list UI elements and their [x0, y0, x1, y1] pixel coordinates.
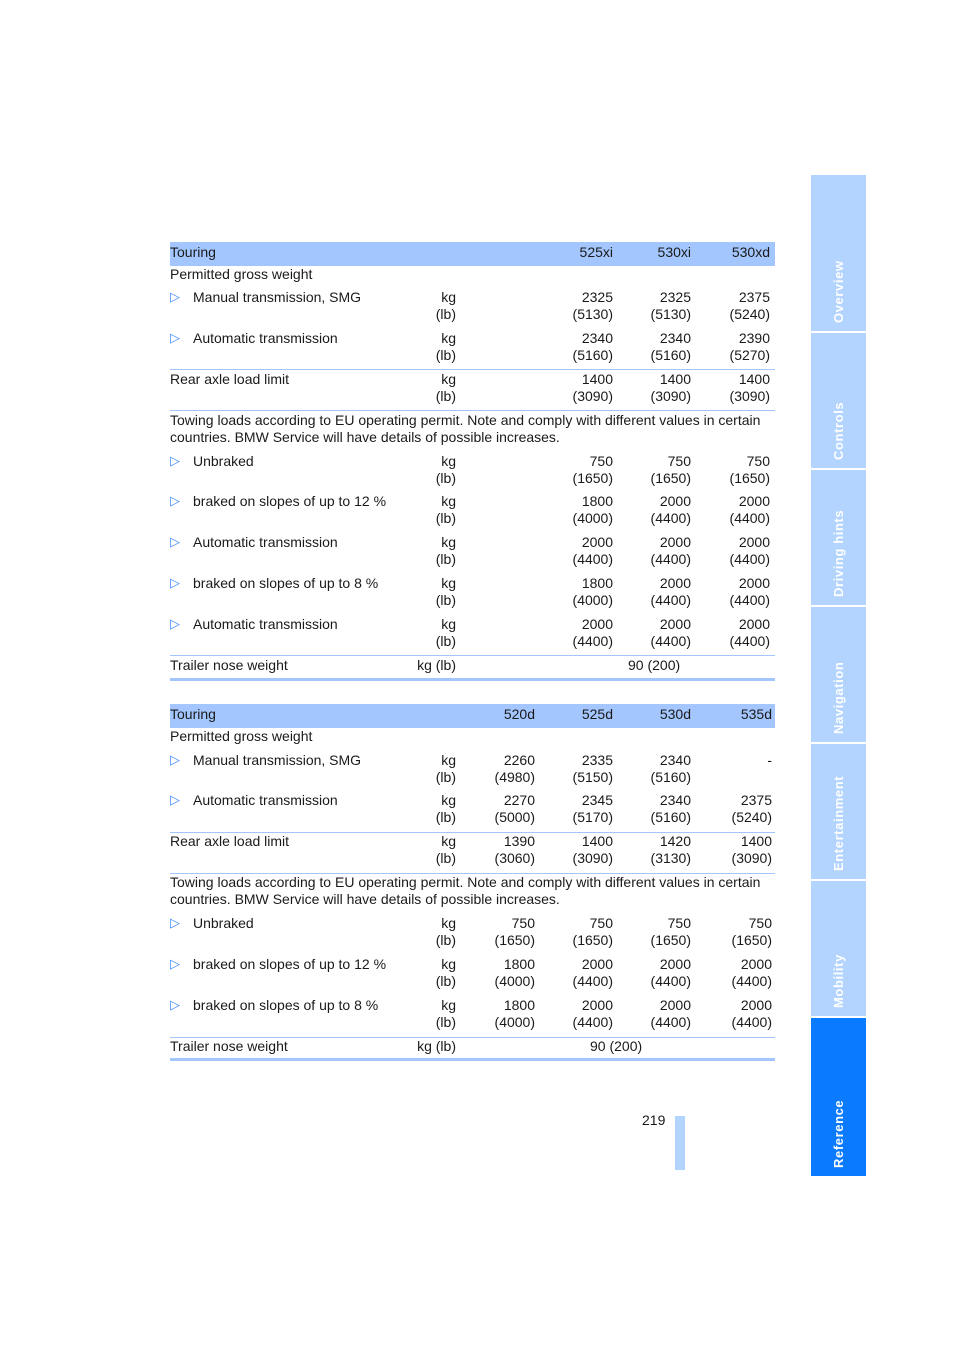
side-navigation: [811, 175, 866, 1176]
unit-lb: (lb): [435, 470, 456, 486]
value-kg: 750: [748, 915, 772, 931]
value-kg: 2325: [581, 289, 613, 305]
value-kg: 750: [589, 453, 613, 469]
value-lb: (4400): [572, 633, 613, 649]
tab-mobility-label: Mobility: [830, 954, 846, 1008]
row-divider: [170, 655, 775, 656]
table-bottom-rule: [170, 1058, 775, 1061]
table-row: [170, 289, 775, 325]
unit-lb: (lb): [435, 932, 456, 948]
table-row: [170, 616, 775, 652]
spec-table-2: [170, 704, 775, 1054]
value-lb: (5170): [572, 809, 613, 825]
value-lb: (1650): [650, 470, 691, 486]
tab-driving-hints[interactable]: [811, 470, 866, 607]
table-row: [170, 997, 775, 1033]
value-kg: 2345: [581, 792, 613, 808]
tab-navigation[interactable]: [811, 607, 866, 744]
table-bottom-rule: [170, 678, 775, 681]
value-lb: (4000): [494, 973, 535, 989]
unit-kg: kg: [441, 371, 456, 387]
value-lb: (1650): [494, 932, 535, 948]
row-label: Unbraked: [193, 453, 254, 469]
triangle-right-icon: ▷: [170, 575, 180, 590]
unit-lb: (lb): [435, 809, 456, 825]
row-divider: [170, 369, 775, 370]
unit-kg-lb: kg (lb): [417, 1038, 456, 1054]
value-lb: (5130): [650, 306, 691, 322]
value-lb: (5160): [650, 809, 691, 825]
value-lb: (4400): [572, 1014, 613, 1030]
towing-note: Towing loads according to EU operating permit. Note and comply with different values in certain countries. BMW Service will have details of possible increases.: [170, 412, 761, 445]
value-lb: (4000): [572, 510, 613, 526]
tab-controls[interactable]: [811, 333, 866, 470]
unit-lb: (lb): [435, 973, 456, 989]
value-lb: (1650): [729, 470, 770, 486]
tab-overview-label: Overview: [830, 260, 846, 323]
row-label: Trailer nose weight: [170, 657, 288, 673]
value-kg: 750: [667, 453, 691, 469]
row-label: Manual transmission, SMG: [193, 289, 362, 305]
table-row: [170, 792, 775, 828]
value-lb: (3090): [650, 388, 691, 404]
value-kg: 2000: [659, 997, 691, 1013]
triangle-right-icon: ▷: [170, 752, 180, 767]
table-row: [170, 534, 775, 570]
unit-kg-lb: kg (lb): [417, 657, 456, 673]
triangle-right-icon: ▷: [170, 493, 180, 508]
row-label: braked on slopes of up to 12 %: [193, 493, 387, 509]
triangle-right-icon: ▷: [170, 616, 180, 631]
table-row: [170, 915, 775, 951]
value-lb: (4400): [572, 973, 613, 989]
value-kg: 2000: [581, 997, 613, 1013]
value-lb: (3090): [572, 850, 613, 866]
value-kg: 2000: [659, 956, 691, 972]
tab-entertainment[interactable]: [811, 744, 866, 881]
unit-kg: kg: [441, 915, 456, 931]
table-row: [170, 453, 775, 489]
value-lb: (4400): [731, 973, 772, 989]
unit-kg: kg: [441, 997, 456, 1013]
page-marker-bar: [675, 1116, 685, 1170]
row-label: braked on slopes of up to 8 %: [193, 997, 379, 1013]
value-lb: (5130): [572, 306, 613, 322]
column-header: 520d: [503, 706, 535, 722]
row-label: Manual transmission, SMG: [193, 752, 362, 768]
column-header: 530d: [659, 706, 691, 722]
unit-lb: (lb): [435, 551, 456, 567]
value-kg: 2000: [659, 534, 691, 550]
value-lb: (5160): [650, 347, 691, 363]
value-kg: -: [767, 752, 772, 768]
value-lb: (3130): [650, 850, 691, 866]
value-kg: 1390: [503, 833, 535, 849]
value-kg: 2000: [581, 534, 613, 550]
value-kg: 1800: [503, 997, 535, 1013]
column-header: 535d: [740, 706, 772, 722]
value-kg: 1400: [581, 833, 613, 849]
value-lb: (4400): [650, 1014, 691, 1030]
value-kg: 1800: [503, 956, 535, 972]
unit-kg: kg: [441, 616, 456, 632]
row-label: Rear axle load limit: [170, 833, 290, 849]
value-lb: (3090): [572, 388, 613, 404]
value-kg: 2390: [738, 330, 770, 346]
unit-kg: kg: [441, 453, 456, 469]
value-kg: 2000: [738, 534, 770, 550]
value-lb: (4400): [729, 633, 770, 649]
table-row: [170, 1038, 775, 1058]
unit-lb: (lb): [435, 510, 456, 526]
value-kg: 1400: [738, 371, 770, 387]
table-header: [170, 242, 775, 266]
value-kg: 2000: [740, 997, 772, 1013]
value-lb: (4400): [650, 592, 691, 608]
value-kg: 2000: [581, 616, 613, 632]
value-lb: (3090): [729, 388, 770, 404]
value-lb: (5240): [731, 809, 772, 825]
table-title: Touring: [170, 244, 216, 260]
table-header: [170, 704, 775, 728]
table-row: [170, 493, 775, 529]
unit-lb: (lb): [435, 306, 456, 322]
value-kg: 2000: [740, 956, 772, 972]
value-lb: (3090): [731, 850, 772, 866]
value-lb: (4400): [650, 551, 691, 567]
value-lb: (5270): [729, 347, 770, 363]
value-kg: 750: [746, 453, 770, 469]
unit-kg: kg: [441, 792, 456, 808]
value-kg: 1400: [581, 371, 613, 387]
tab-entertainment-label: Entertainment: [830, 775, 846, 871]
row-label: braked on slopes of up to 8 %: [193, 575, 379, 591]
value-kg: 1400: [659, 371, 691, 387]
row-label: braked on slopes of up to 12 %: [193, 956, 387, 972]
unit-lb: (lb): [435, 388, 456, 404]
table-row: [170, 956, 775, 992]
table-row: [170, 371, 775, 407]
value-kg: 2000: [659, 575, 691, 591]
unit-kg: kg: [441, 289, 456, 305]
unit-lb: (lb): [435, 769, 456, 785]
triangle-right-icon: ▷: [170, 997, 180, 1012]
tab-controls-label: Controls: [830, 401, 846, 460]
value-lb: (1650): [731, 932, 772, 948]
table-row: [170, 330, 775, 366]
value-lb: (4400): [729, 510, 770, 526]
spec-table-1: [170, 242, 775, 673]
value-kg: 2375: [740, 792, 772, 808]
row-label: Rear axle load limit: [170, 371, 290, 387]
unit-lb: (lb): [435, 1014, 456, 1030]
triangle-right-icon: ▷: [170, 330, 180, 345]
triangle-right-icon: ▷: [170, 289, 180, 304]
column-header: 525d: [581, 706, 613, 722]
value-kg: 750: [667, 915, 691, 931]
value-lb: (4400): [729, 551, 770, 567]
tab-reference[interactable]: [811, 1018, 866, 1176]
tab-reference-label: Reference: [830, 1099, 846, 1168]
unit-kg: kg: [441, 493, 456, 509]
row-label: Automatic transmission: [193, 792, 338, 808]
value-kg: 2340: [659, 752, 691, 768]
row-label: Automatic transmission: [193, 330, 338, 346]
value-lb: (4400): [650, 510, 691, 526]
row-label: Unbraked: [193, 915, 254, 931]
unit-kg: kg: [441, 534, 456, 550]
triangle-right-icon: ▷: [170, 453, 180, 468]
row-label: Automatic transmission: [193, 534, 338, 550]
unit-kg: kg: [441, 833, 456, 849]
triangle-right-icon: ▷: [170, 915, 180, 930]
value-kg: 2340: [659, 330, 691, 346]
row-label: Automatic transmission: [193, 616, 338, 632]
unit-lb: (lb): [435, 592, 456, 608]
value-kg: 2000: [738, 616, 770, 632]
triangle-right-icon: ▷: [170, 792, 180, 807]
page-number: 219: [642, 1112, 666, 1128]
value-lb: (4000): [572, 592, 613, 608]
row-divider: [170, 410, 775, 411]
value-kg: 2000: [738, 493, 770, 509]
table-row: [170, 575, 775, 611]
value-kg: 2335: [581, 752, 613, 768]
table-row: [170, 833, 775, 869]
value-kg: 2000: [659, 616, 691, 632]
triangle-right-icon: ▷: [170, 956, 180, 971]
column-header: 525xi: [579, 244, 613, 260]
unit-kg: kg: [441, 575, 456, 591]
tab-driving-hints-label: Driving hints: [830, 509, 846, 597]
column-header: 530xd: [731, 244, 770, 260]
value-lb: (4400): [729, 592, 770, 608]
value-lb: (5160): [572, 347, 613, 363]
row-label: Trailer nose weight: [170, 1038, 288, 1054]
section-label-text: Permitted gross weight: [170, 728, 313, 744]
value-lb: (5150): [572, 769, 613, 785]
value-kg: 1800: [581, 493, 613, 509]
value-lb: (4400): [650, 973, 691, 989]
table-row: [170, 752, 775, 788]
value-lb: (4400): [572, 551, 613, 567]
towing-note: Towing loads according to EU operating permit. Note and comply with different values in certain countries. BMW Service will have details of possible increases.: [170, 874, 761, 907]
value-lb: (1650): [572, 932, 613, 948]
value-lb: (5000): [494, 809, 535, 825]
tab-mobility[interactable]: [811, 881, 866, 1018]
value-kg: 2325: [659, 289, 691, 305]
value-lb: (1650): [572, 470, 613, 486]
value-lb: (3060): [494, 850, 535, 866]
value-kg: 1420: [659, 833, 691, 849]
value-lb: (4400): [731, 1014, 772, 1030]
tab-overview[interactable]: [811, 175, 866, 333]
value-lb: (5160): [650, 769, 691, 785]
column-header: 530xi: [657, 244, 691, 260]
section-label-text: Permitted gross weight: [170, 266, 313, 282]
value-lb: (4000): [494, 1014, 535, 1030]
table-row: [170, 657, 775, 677]
unit-kg: kg: [441, 330, 456, 346]
value-kg: 2270: [503, 792, 535, 808]
value-kg: 2260: [503, 752, 535, 768]
unit-lb: (lb): [435, 633, 456, 649]
triangle-right-icon: ▷: [170, 534, 180, 549]
value-lb: (4400): [650, 633, 691, 649]
nose-weight-value: 90 (200): [628, 657, 681, 673]
value-lb: (5240): [729, 306, 770, 322]
value-kg: 2340: [659, 792, 691, 808]
value-kg: 750: [511, 915, 535, 931]
value-lb: (1650): [650, 932, 691, 948]
value-kg: 750: [589, 915, 613, 931]
value-kg: 2000: [659, 493, 691, 509]
value-kg: 2375: [738, 289, 770, 305]
unit-kg: kg: [441, 752, 456, 768]
value-kg: 1800: [581, 575, 613, 591]
table-title: Touring: [170, 706, 216, 722]
tab-navigation-label: Navigation: [830, 661, 846, 734]
value-kg: 2000: [581, 956, 613, 972]
unit-lb: (lb): [435, 347, 456, 363]
nose-weight-value: 90 (200): [590, 1038, 643, 1054]
value-lb: (4980): [494, 769, 535, 785]
unit-lb: (lb): [435, 850, 456, 866]
value-kg: 2000: [738, 575, 770, 591]
unit-kg: kg: [441, 956, 456, 972]
value-kg: 1400: [740, 833, 772, 849]
value-kg: 2340: [581, 330, 613, 346]
